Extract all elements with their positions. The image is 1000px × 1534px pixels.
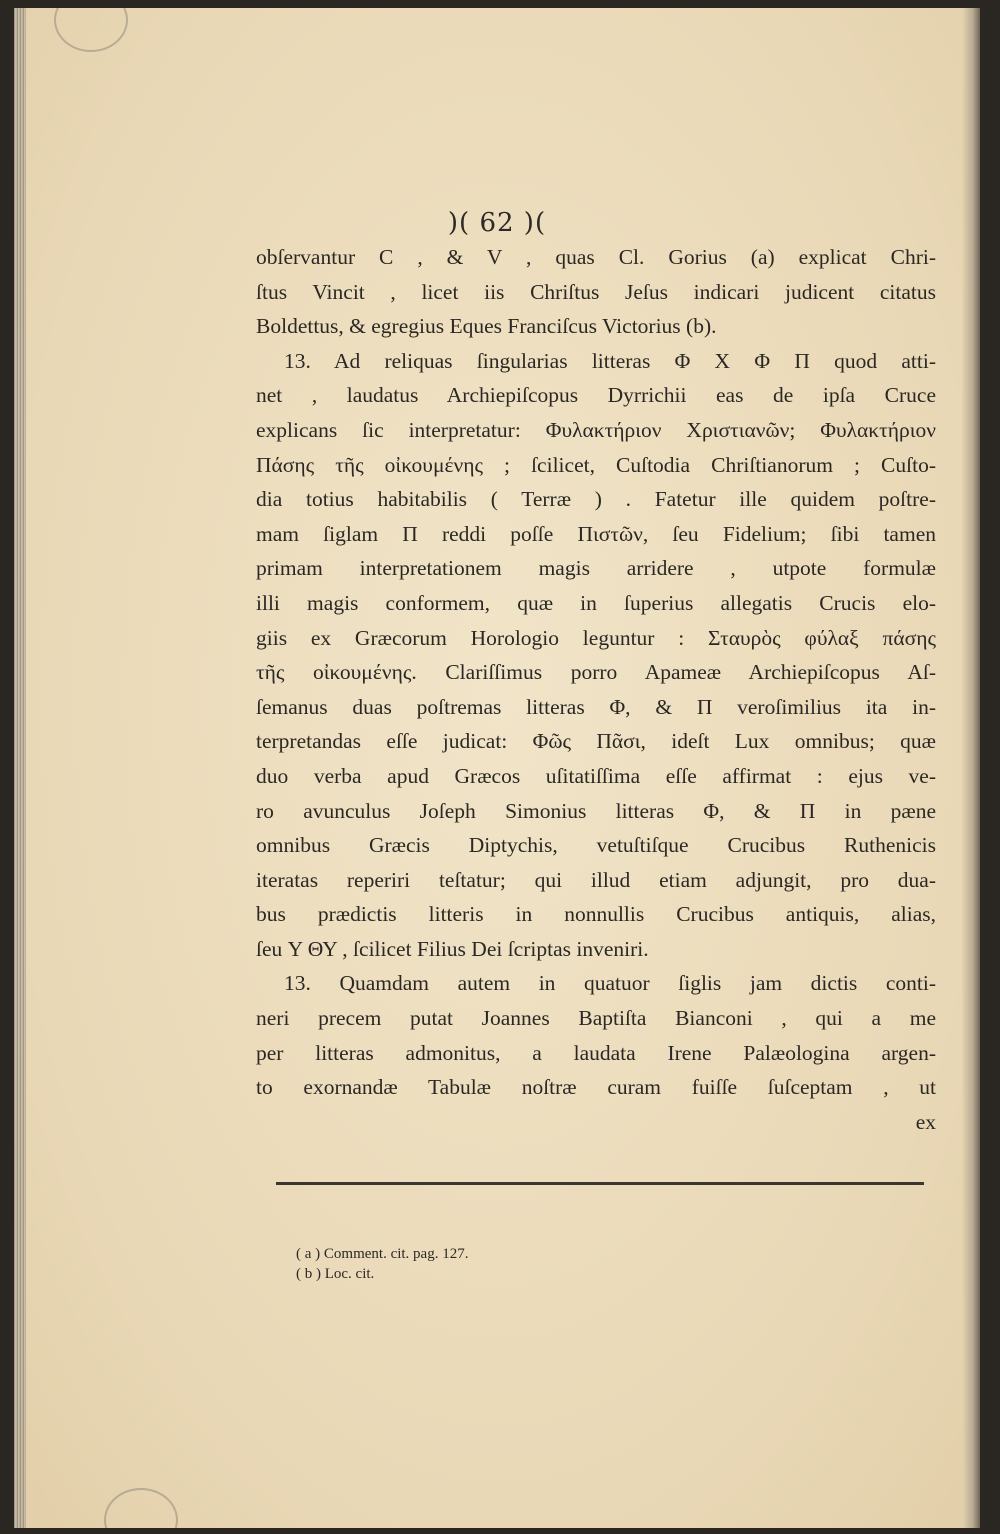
text-line: illi magis conformem, quæ in ſuperius allegatis Crucis elo-: [256, 590, 936, 615]
text-line: dia totius habitabilis ( Terræ ) . Fatetur ille quidem poſtre-: [256, 487, 936, 512]
text-line: primam interpretationem magis arridere , utpote formulæ: [256, 556, 936, 581]
text-line: Boldettus, & egregius Eques Franciſcus Victorius (b).: [256, 314, 717, 339]
text-line: ſemanus duas poſtremas litteras Φ, & Π veroſimilius ita in-: [256, 694, 936, 719]
text-line: 13. Ad reliquas ſingularias litteras Φ Χ Φ Π quod atti-: [284, 348, 936, 373]
footnote-rule: [276, 1182, 924, 1185]
text-line: iteratas reperiri teſtatur; qui illud etiam adjungit, pro dua-: [256, 867, 936, 892]
page-number-header: )( 62 )(: [447, 208, 547, 238]
corner-mark-top: [54, 8, 128, 52]
text-line: to exornandæ Tabulæ noſtræ curam fuiſſe ſuſceptam , ut: [256, 1075, 936, 1100]
text-line: per litteras admonitus, a laudata Irene Palæologina argen-: [256, 1040, 936, 1065]
text-line: τῆς οἰκουμένης. Clariſſimus porro Apameæ Archiepiſcopus Aſ-: [256, 660, 936, 685]
text-line: omnibus Græcis Diptychis, vetuſtiſque Crucibus Ruthenicis: [256, 833, 936, 858]
text-line: Πάσης τῆς οἰκουμένης ; ſcilicet, Cuſtodia Chriſtianorum ; Cuſto-: [256, 452, 936, 477]
corner-mark-bottom: [104, 1488, 178, 1528]
text-line: ſeu Υ ΘΥ , ſcilicet Filius Dei ſcriptas inveniri.: [256, 936, 649, 961]
text-line: duo verba apud Græcos uſitatiſſima eſſe affirmat : ejus ve-: [256, 763, 936, 788]
footnote: ( b ) Loc. cit.: [296, 1266, 375, 1282]
footnote: ( a ) Comment. cit. pag. 127.: [296, 1246, 469, 1262]
book-page: [14, 8, 980, 1528]
footnotes: [296, 1244, 468, 1284]
text-line: ſtus Vincit , licet iis Chriſtus Jeſus indicari judicent citatus: [256, 279, 936, 304]
text-line: net , laudatus Archiepiſcopus Dyrrichii eas de ipſa Cruce: [256, 383, 936, 408]
text-line: ro avunculus Joſeph Simonius litteras Φ, & Π in pæne: [256, 798, 936, 823]
text-line: obſervantur C , & V , quas Cl. Gorius (a) explicat Chri-: [256, 245, 936, 269]
text-line: ex: [915, 1109, 936, 1134]
text-line: neri precem putat Joannes Baptiſta Bianconi , qui a me: [256, 1006, 936, 1031]
text-line: bus prædictis litteris in nonnullis Crucibus antiquis, alias,: [256, 902, 936, 927]
text-line: explicans ſic interpretatur: Φυλακτήριον Χριστιανῶν; Φυλακτήριον: [256, 417, 936, 442]
text-line: mam ſiglam Π reddi poſſe Πιστῶν, ſeu Fidelium; ſibi tamen: [256, 521, 936, 546]
body-text: [256, 240, 936, 1139]
text-line: 13. Quamdam autem in quatuor ſiglis jam dictis conti-: [284, 971, 936, 996]
text-line: giis ex Græcorum Horologio leguntur : Σταυρὸς φύλαξ πάσης: [256, 625, 936, 650]
text-line: terpretandas eſſe judicat: Φῶς Πᾶσι, ideſt Lux omnibus; quæ: [256, 729, 936, 754]
